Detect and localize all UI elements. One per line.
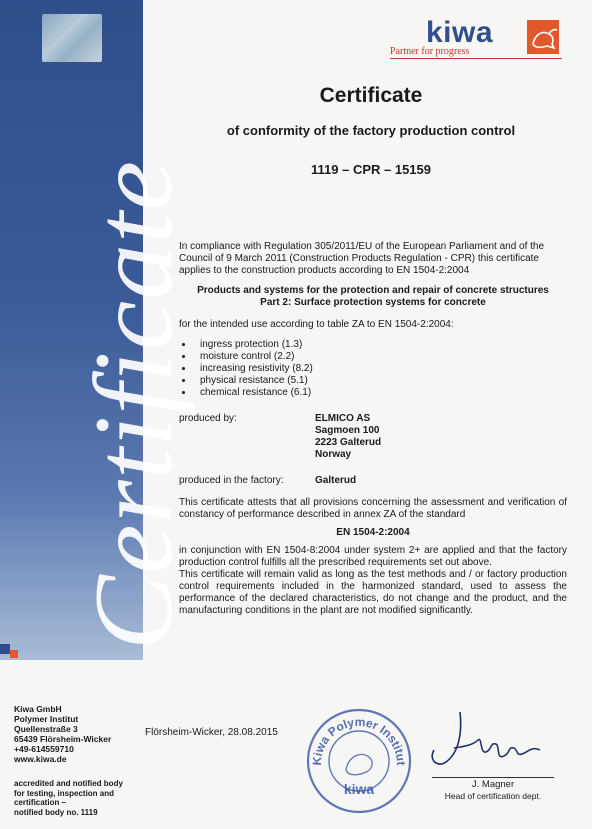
standard-reference: EN 1504-2:2004: [336, 527, 410, 538]
stamp-ring-text: Kiwa Polymer Institut: [309, 714, 409, 766]
accent-square-blue: [0, 644, 10, 654]
list-item: • moisture control (2.2): [194, 351, 567, 363]
intended-use-list: [179, 339, 567, 399]
producer-street: Sagmoen 100: [315, 425, 380, 436]
issuer-address: [14, 704, 111, 764]
certificate-number: 1119 – CPR – 15159: [311, 162, 431, 177]
conjunction-text: in conjunction with EN 1504-8:2004 under system 2+ are applied and that the factory production control fulfills all the prescribed requirements set out above.: [179, 545, 567, 568]
list-item: • ingress protection (1.3): [194, 339, 567, 351]
producer-address: [315, 413, 381, 461]
factory-label: produced in the factory:: [179, 475, 284, 486]
handwritten-signature: [424, 700, 564, 780]
page-subtitle: of conformity of the factory production control: [226, 123, 516, 138]
compliance-text: In compliance with Regulation 305/2011/EU of the European Parliament and of the Council of 9 March 2011 (Construction Products Regulation - CPR) this certificate applies to the construction products according to EN 1504-2:2004: [179, 241, 545, 276]
kiwa-logo: [390, 18, 562, 60]
logo-bird-icon: [527, 20, 559, 54]
place-date: Flörsheim-Wicker, 28.08.2015: [145, 727, 278, 738]
signature-line: [432, 777, 554, 778]
signatory-name: J. Magner: [471, 779, 515, 790]
factory-value: Galterud: [315, 475, 357, 486]
accent-square-orange: [10, 650, 18, 658]
product-line-1: Products and systems for the protection and repair of concrete structures: [197, 285, 549, 296]
logo-underline: [390, 58, 562, 59]
produced-by-label: produced by:: [179, 413, 237, 424]
address-line: Quellenstraße 3: [14, 724, 78, 734]
producer-country: Norway: [315, 449, 352, 460]
attest-text: This certificate attests that all provisions concerning the assessment and verification of constancy of performance described in annex ZA of the standard: [179, 497, 567, 520]
logo-word: kiwa: [426, 16, 494, 49]
vertical-certificate-word: Certificate: [72, 159, 196, 650]
logo-tagline: Partner for progress: [390, 46, 470, 57]
address-line: www.kiwa.de: [14, 754, 67, 764]
address-line: +49-614559710: [14, 744, 74, 754]
hologram-seal: [42, 14, 102, 62]
list-item: • increasing resistivity (8.2): [194, 363, 567, 375]
list-item: • physical resistance (5.1): [194, 375, 567, 387]
accreditation-line: notified body no. 1119: [14, 807, 98, 817]
accreditation-note: [14, 779, 123, 817]
address-line: Polymer Institut: [14, 714, 79, 724]
signatory-role: Head of certification dept.: [444, 791, 542, 801]
accreditation-line: for testing, inspection and: [14, 788, 115, 798]
producer-name: ELMICO AS: [315, 413, 371, 424]
product-description: [179, 285, 567, 309]
producer-city: 2223 Galterud: [315, 437, 382, 448]
page-title: Certificate: [319, 84, 423, 107]
address-line: 65439 Flörsheim-Wicker: [14, 734, 112, 744]
address-line: Kiwa GmbH: [14, 704, 62, 714]
list-item: • chemical resistance (6.1): [194, 387, 567, 399]
accreditation-line: certification –: [14, 798, 67, 807]
official-stamp: [304, 706, 414, 816]
validity-text: This certificate will remain valid as long as the test methods and / or factory production control requirements included in the harmonized standard, used to assess the performance of the declared characteristics, do not change and the product, and the manufacturing conditions in the plant are not modified significantly.: [179, 569, 567, 616]
stamp-word: kiwa: [343, 781, 375, 797]
product-line-2: Part 2: Surface protection systems for concrete: [260, 297, 486, 308]
certificate-body: [179, 241, 567, 617]
accreditation-line: accredited and notified body: [14, 779, 123, 788]
producer-block: [179, 413, 567, 461]
intended-use-text: for the intended use according to table ZA to EN 1504-2:2004:: [179, 319, 454, 330]
factory-block: [179, 475, 567, 487]
